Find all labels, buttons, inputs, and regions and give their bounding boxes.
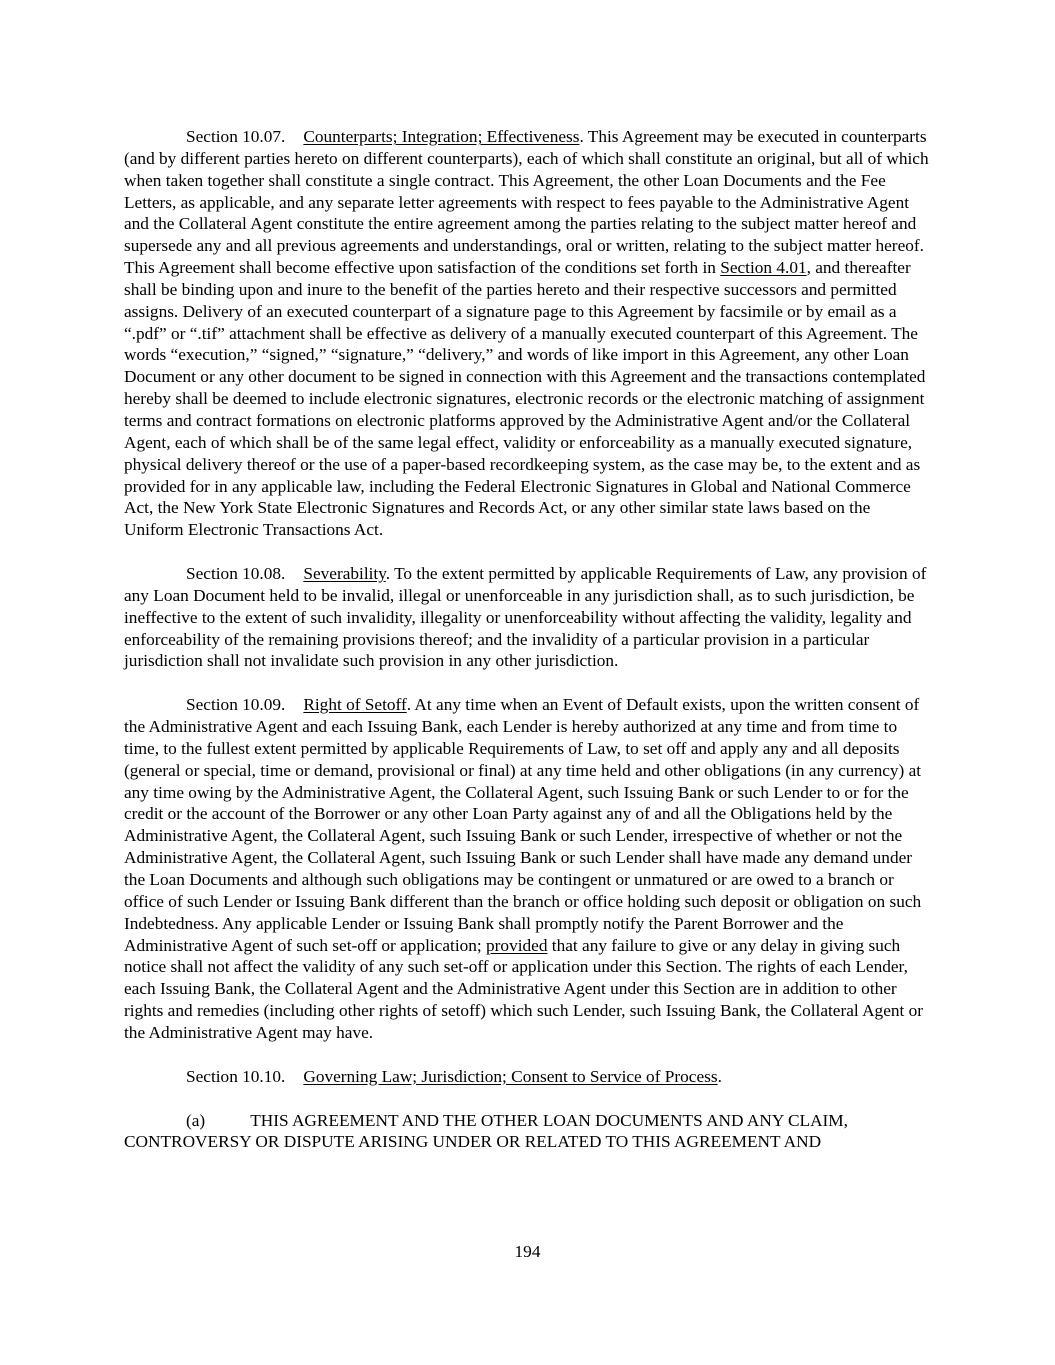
section-number: Section 10.09. [186, 695, 286, 715]
section-number: Section 10.07. [186, 127, 286, 146]
proviso-term: provided [486, 935, 548, 955]
cross-reference: Section 4.01 [720, 258, 807, 278]
section-body-continued: , and thereafter shall be binding upon and inure to the benefit of the parties hereto and their respective successors and permitted assigns. Delivery of an executed counterpart of a signature page to this Agreement by facsimile or by email as a “.pdf” or “.tif” attachment shall be effective as delivery of a manually executed counterpart of this Agreement. The words “execution,” “signed,” “signature,” “delivery,” and words of like import in this Agreement, any other Loan Document or any other document to be signed in connection with this Agreement and the transactions contemplated hereby shall be deemed to include electronic signatures, electronic records or the electronic matching of assignment terms and contract formations on electronic platforms approved by the Administrative Agent and/or the Collateral Agent, each of which shall be of the same legal effect, validity or enforceability as a manually executed signature, physical delivery thereof or the use of a paper-based recordkeeping system, as the case may be, to the extent and as provided for in any applicable law, including the Federal Electronic Signatures in Global and National Commerce Act, the New York State Electronic Signatures and Records Act, or any other similar state laws based on the Uniform Electronic Transactions Act. [124, 258, 926, 540]
page-number: 194 [514, 1242, 541, 1261]
document-page [124, 126, 932, 1153]
subsection-a [124, 1110, 932, 1154]
section-body: . To the extent permitted by applicable Requirements of Law, any provision of any Loan Document held to be invalid, illegal or unenforceable in any jurisdiction shall, as to such jurisdiction, be ineffective to the extent of such invalidity, illegality or unenforceability without affecting the validity, legality and enforceability of the remaining provisions thereof; and the invalidity of a particular provision in a particular jurisdiction shall not invalidate such provision in any other jurisdiction. [124, 564, 927, 671]
section-title: Counterparts; Integration; Effectiveness [303, 127, 580, 146]
section-title: Severability [303, 564, 386, 584]
section-number: Section 10.10. [186, 1066, 286, 1086]
section-body: . At any time when an Event of Default exists, upon the written consent of the Administrative Agent and each Issuing Bank, each Lender is hereby authorized at any time and from time to time, to the fullest extent permitted by applicable Requirements of Law, to set off and apply any and all deposits (general or special, time or demand, provisional or final) at any time held and other obligations (in any currency) at any time owing by the Administrative Agent, the Collateral Agent, such Issuing Bank or such Lender to or for the credit or the account of the Borrower or any other Loan Party against any of and all the Obligations held by the Administrative Agent, the Collateral Agent, such Issuing Bank or such Lender, irrespective of whether or not the Administrative Agent, the Collateral Agent, such Issuing Bank or such Lender shall have made any demand under the Loan Documents and although such obligations may be contingent or unmatured or are owed to a branch or office of such Lender or Issuing Bank different than the branch or office holding such deposit or obligation on such Indebtedness. Any applicable Lender or Issuing Bank shall promptly notify the Parent Borrower and the Administrative Agent of such set-off or application; [124, 695, 922, 955]
section-title: Right of Setoff [303, 695, 407, 715]
subsection-label: (a) [186, 1110, 206, 1130]
section-body: . This Agreement may be executed in counterparts (and by different parties hereto on different counterparts), each of which shall constitute an original, but all of which when taken together shall constitute a single contract. This Agreement, the other Loan Documents and the Fee Letters, as applicable, and any separate letter agreements with respect to fees payable to the Administrative Agent and the Collateral Agent constitute the entire agreement among the parties relating to the subject matter hereof and supersede any and all previous agreements and understandings, oral or written, relating to the subject matter hereof. This Agreement shall become effective upon satisfaction of the conditions set forth in [124, 127, 929, 278]
subsection-text: THIS AGREEMENT AND THE OTHER LOAN DOCUMENTS AND ANY CLAIM, CONTROVERSY OR DISPUTE ARISING UNDER OR RELATED TO THIS AGREEMENT AND [124, 1110, 848, 1152]
section-10-08 [124, 563, 932, 672]
section-10-09 [124, 694, 932, 1044]
section-body-continued: that any failure to give or any delay in giving such notice shall not affect the validity of any such set-off or application under this Section. The rights of each Lender, each Issuing Bank, the Collateral Agent and the Administrative Agent under this Section are in addition to other rights and remedies (including other rights of setoff) which such Lender, such Issuing Bank, the Collateral Agent or the Administrative Agent may have. [124, 935, 924, 1042]
section-10-07 [124, 126, 932, 541]
section-title: Governing Law; Jurisdiction; Consent to Service of Process [303, 1066, 718, 1086]
section-body: . [717, 1066, 722, 1086]
section-10-10 [124, 1066, 932, 1088]
section-number: Section 10.08. [186, 564, 286, 584]
